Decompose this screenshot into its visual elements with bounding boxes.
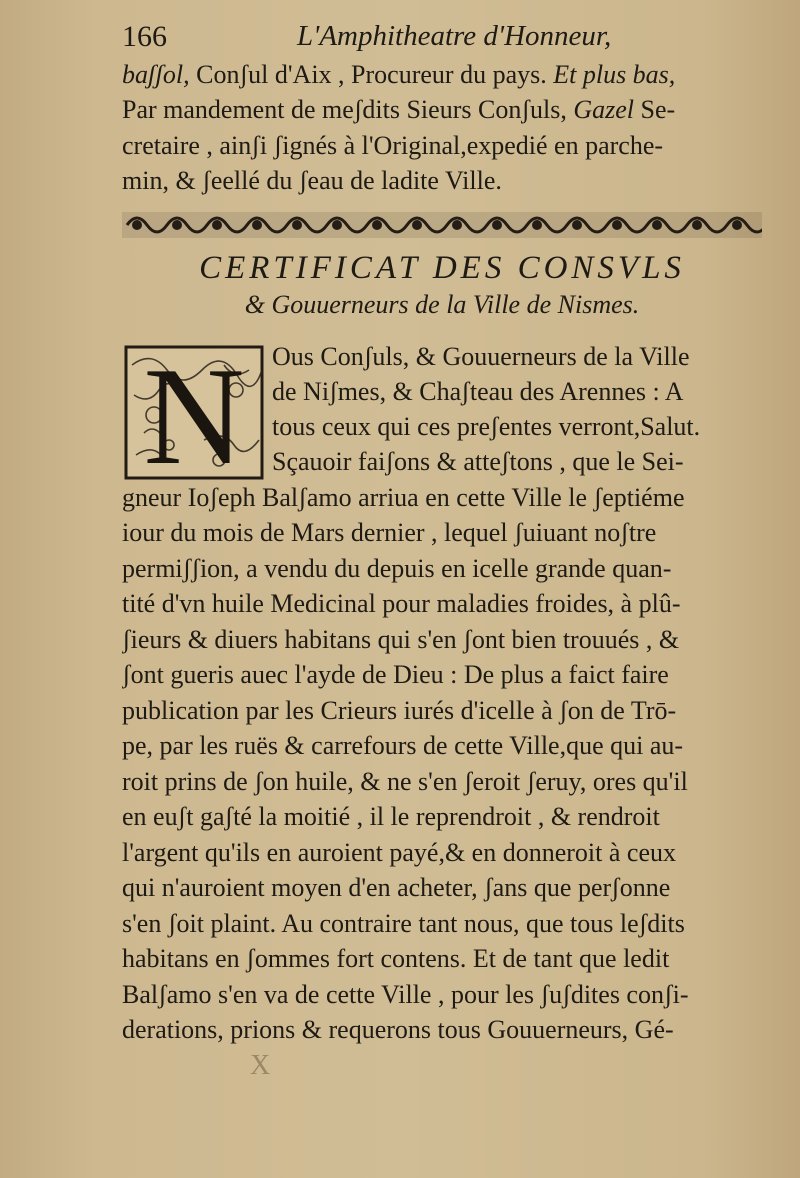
text-line: tité d'vn huile Medicinal pour maladies froides, à plû-: [122, 589, 681, 618]
certificate-subtitle: & Gouuerneurs de la Ville de Nismes.: [244, 290, 640, 319]
decorated-initial: [124, 345, 264, 480]
text-line: ʃont gueris auec l'ayde de Dieu : De plus a faict faire: [122, 660, 669, 689]
text-line: baʃʃol, Conʃul d'Aix , Procureur du pays. Et plus bas,: [122, 60, 676, 89]
certificate-title: CERTIFICAT DES CONSVLS: [199, 250, 685, 286]
text-line: iour du mois de Mars dernier , lequel ʃuiuant noʃtre: [122, 518, 657, 547]
text-line: s'en ʃoit plaint. Au contraire tant nous, que tous leʃdits: [122, 909, 685, 938]
text-line: habitans en ʃommes fort contens. Et de tant que ledit: [122, 944, 670, 973]
text-line: gneur Ioʃeph Balʃamo arriua en cette Ville le ʃeptiéme: [122, 483, 685, 512]
text-line: de Niʃmes, & Chaʃteau des Arennes : A: [272, 377, 684, 406]
text-line: ʃieurs & diuers habitans qui s'en ʃont bien trouués , &: [122, 625, 680, 654]
text-line: Sçauoir faiʃons & atteʃtons , que le Sei-: [272, 447, 684, 476]
signature-mark: X: [250, 1050, 271, 1081]
text-line: derations, prions & requerons tous Gouuerneurs, Gé-: [122, 1015, 674, 1044]
text-line: l'argent qu'ils en auroient payé,& en donneroit à ceux: [122, 838, 676, 867]
text-line: cretaire , ainʃi ʃignés à l'Original,expedié en parche-: [122, 131, 664, 160]
text-line: min, & ʃeellé du ʃeau de ladite Ville.: [122, 166, 502, 195]
ornament-band: [122, 208, 762, 242]
text-line: roit prins de ʃon huile, & ne s'en ʃeroit ʃeruy, ores qu'il: [122, 767, 688, 796]
text-line: qui n'auroient moyen d'en acheter, ʃans que perʃonne: [122, 873, 671, 902]
text-line: en euʃt gaʃté la moitié , il le reprendroit , & rendroit: [122, 802, 660, 831]
text-line: Ous Conʃuls, & Gouuerneurs de la Ville: [272, 342, 690, 371]
svg-text:N: N: [143, 345, 245, 480]
text-line: pe, par les ruës & carrefours de cette Ville,que qui au-: [122, 731, 684, 760]
text-line: Par mandement de meʃdits Sieurs Conʃuls, Gazel Se-: [122, 95, 676, 124]
page-header: [122, 20, 762, 60]
text-line: permiʃʃion, a vendu du depuis en icelle grande quan-: [122, 554, 672, 583]
page-number: 166: [122, 20, 167, 53]
text-line: Balʃamo s'en va de cette Ville , pour les ʃuʃdites conʃi-: [122, 980, 689, 1009]
running-title: L'Amphitheatre d'Honneur,: [297, 20, 612, 52]
text-line: publication par les Crieurs iurés d'icelle à ʃon de Trō-: [122, 696, 677, 725]
text-line: tous ceux qui ces preʃentes verront,Salut.: [272, 412, 701, 441]
